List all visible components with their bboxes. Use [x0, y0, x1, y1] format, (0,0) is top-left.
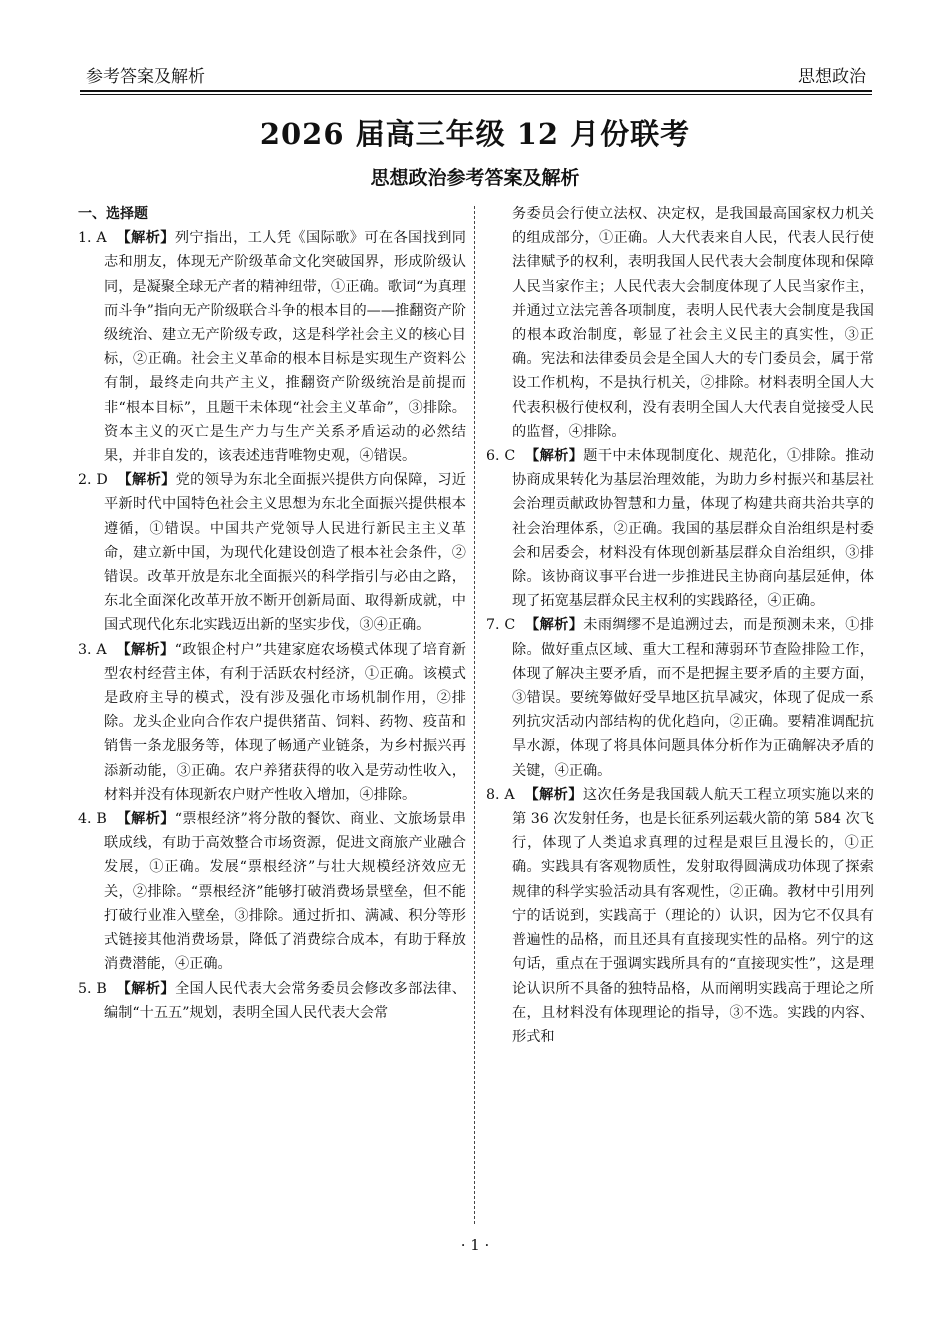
analysis-tag: 【解析】 [116, 980, 175, 997]
header-rule [80, 90, 872, 95]
answer-item-3 [78, 638, 466, 807]
analysis-tag: 【解析】 [525, 448, 584, 465]
analysis-tag: 【解析】 [524, 786, 583, 803]
answer-text: 列宁指出，工人凭《国际歌》可在各国找到同志和朋友，体现无产阶级革命文化突破国界，形成阶级认同，是凝聚全球无产者的精神纽带，①正确。歌词“为真理而斗争”指向无产阶级联合斗争的根本目的——推翻资产阶级统治、建立无产阶级专政，这是科学社会主义的核心目标，②正确。社会主义革命的根本目标是实现生产资料公有制，最终走向共产主义，推翻资产阶级统治是前提而非“根本目标”，且题干未体现“社会主义革命”，③排除。资本主义的灭亡是生产力与生产关系矛盾运动的必然结果，并非自发的，该表述违背唯物史观，④错误。 [104, 230, 466, 465]
answer-item-5 [78, 977, 466, 1025]
answer-item-1 [78, 226, 466, 468]
page-number: · 1 · [460, 1236, 490, 1254]
answer-text: “票根经济”将分散的餐饮、商业、文旅场景串联成线，有助于高效整合市场资源，促进文商旅产业融合发展，①正确。发展“票根经济”与壮大规模经济效应无关，②排除。“票根经济”能够打破消费场景壁垒，但不能打破行业准入壁垒，③排除。通过折扣、满减、积分等形式链接其他消费场景，降低了消费综合成本，有助于释放消费潜能，④正确。 [104, 811, 466, 973]
left-column [78, 202, 466, 1025]
answer-text: 党的领导为东北全面振兴提供方向保障，习近平新时代中国特色社会主义思想为东北全面振兴提供根本遵循，①错误。中国共产党领导人民进行新民主主义革命，建立新中国，为现代化建设创造了根本社会条件，②错误。改革开放是东北全面振兴的科学指引与必由之路，东北全面深化改革开放不断开创新局面、取得新成就，中国式现代化东北实践迈出新的坚实步伐，③④正确。 [104, 472, 466, 634]
answer-number: 7. C [486, 617, 516, 634]
answer-item-5-continued: 务委员会行使立法权、决定权，是我国最高国家权力机关的组成部分，①正确。人大代表来自人民，代表人民行使法律赋予的权利，表明我国人民代表大会制度体现和保障人民当家作主；人民代表大会制度体现了人民当家作主，并通过立法完善各项制度，表明人民代表大会制度是我国的根本政治制度，彰显了社会主义民主的真实性，③正确。宪法和法律委员会是全国人大的专门委员会，属于常设工作机构，不是执行机关，②排除。材料表明全国人大代表积极行使权利，没有表明全国人大代表自觉接受人民的监督，④排除。 [512, 206, 874, 440]
answer-text: 未雨绸缪不是追溯过去，而是预测未来，①排除。做好重点区域、重大工程和薄弱环节查险排险工作，体现了解决主要矛盾，而不是把握主要矛盾的主要方面，③错误。要统筹做好受旱地区抗旱减灾，体现了促成一系列抗灾活动内部结构的优化趋向，②正确。要精准调配抗旱水源，体现了将具体问题具体分析作为正确解决矛盾的关键，④正确。 [512, 617, 874, 779]
answer-text: 这次任务是我国载人航天工程立项实施以来的第 36 次发射任务，也是长征系列运载火箭的第 584 次飞行，体现了人类追求真理的过程是艰巨且漫长的，①正确。实践具有客观物质性，发射取得圆满成功体现了探索规律的科学实验活动具有客观性，②正确。教材中引用列宁的话说到，实践高于（理论的）认识，因为它不仅具有普遍性的品格，而且还具有直接现实性的品格。列宁的这句话，重点在于强调实践所具有的“直接现实性”，这是理论认识所不具备的独特品格，从而阐明实践高于理论之所在，且材料没有体现理论的指导，③不选。实践的内容、形式和 [512, 786, 874, 1045]
answer-text: “政银企村户”共建家庭农场模式体现了培育新型农村经营主体，有利于活跃农村经济，①正确。该模式是政府主导的模式，没有涉及强化市场机制作用，②排除。龙头企业向合作农户提供猪苗、饲料、药物、疫苗和销售一条龙服务等，体现了畅通产业链条，为乡村振兴再添新动能，③正确。农户养猪获得的收入是劳动性收入，材料并没有体现新农户财产性收入增加，④排除。 [104, 641, 466, 803]
section-heading: 一、选择题 [78, 206, 148, 222]
answer-item-7 [486, 613, 874, 782]
analysis-tag: 【解析】 [525, 617, 584, 634]
answer-item-8 [486, 783, 874, 1049]
answer-item-2 [78, 468, 466, 637]
right-column [486, 202, 874, 1049]
answer-number: 8. A [486, 786, 515, 803]
answer-item-6 [486, 444, 874, 613]
analysis-tag: 【解析】 [116, 811, 175, 828]
answer-number: 2. D [78, 472, 108, 489]
answer-number: 3. A [78, 641, 107, 658]
answer-number: 1. A [78, 230, 107, 247]
page-header [80, 62, 872, 92]
column-divider [474, 206, 475, 1224]
answer-number: 6. C [486, 448, 516, 465]
header-left-label: 参考答案及解析 [86, 67, 205, 87]
analysis-tag: 【解析】 [116, 230, 175, 247]
document-title: 2026 届高三年级 12 月份联考 [259, 117, 691, 151]
answer-item-4 [78, 807, 466, 976]
header-subject-label: 思想政治 [798, 67, 866, 87]
analysis-tag: 【解析】 [116, 641, 175, 658]
analysis-tag: 【解析】 [117, 472, 176, 489]
answer-number: 4. B [78, 811, 107, 828]
answer-number: 5. B [78, 980, 107, 997]
answer-text: 题干中未体现制度化、规范化，①排除。推动协商成果转化为基层治理效能，为助力乡村振兴和基层社会治理贡献政协智慧和力量，体现了构建共商共治共享的社会治理体系，②正确。我国的基层群众自治组织是村委会和居委会，材料没有体现创新基层群众自治组织，③排除。该协商议事平台进一步推进民主协商向基层延伸，体现了拓宽基层群众民主权利的实践路径，④正确。 [512, 448, 874, 610]
document-subtitle: 思想政治参考答案及解析 [370, 167, 580, 189]
answer-text: 全国人民代表大会常务委员会修改多部法律、编制“十五五”规划，表明全国人民代表大会常 [104, 980, 466, 1021]
